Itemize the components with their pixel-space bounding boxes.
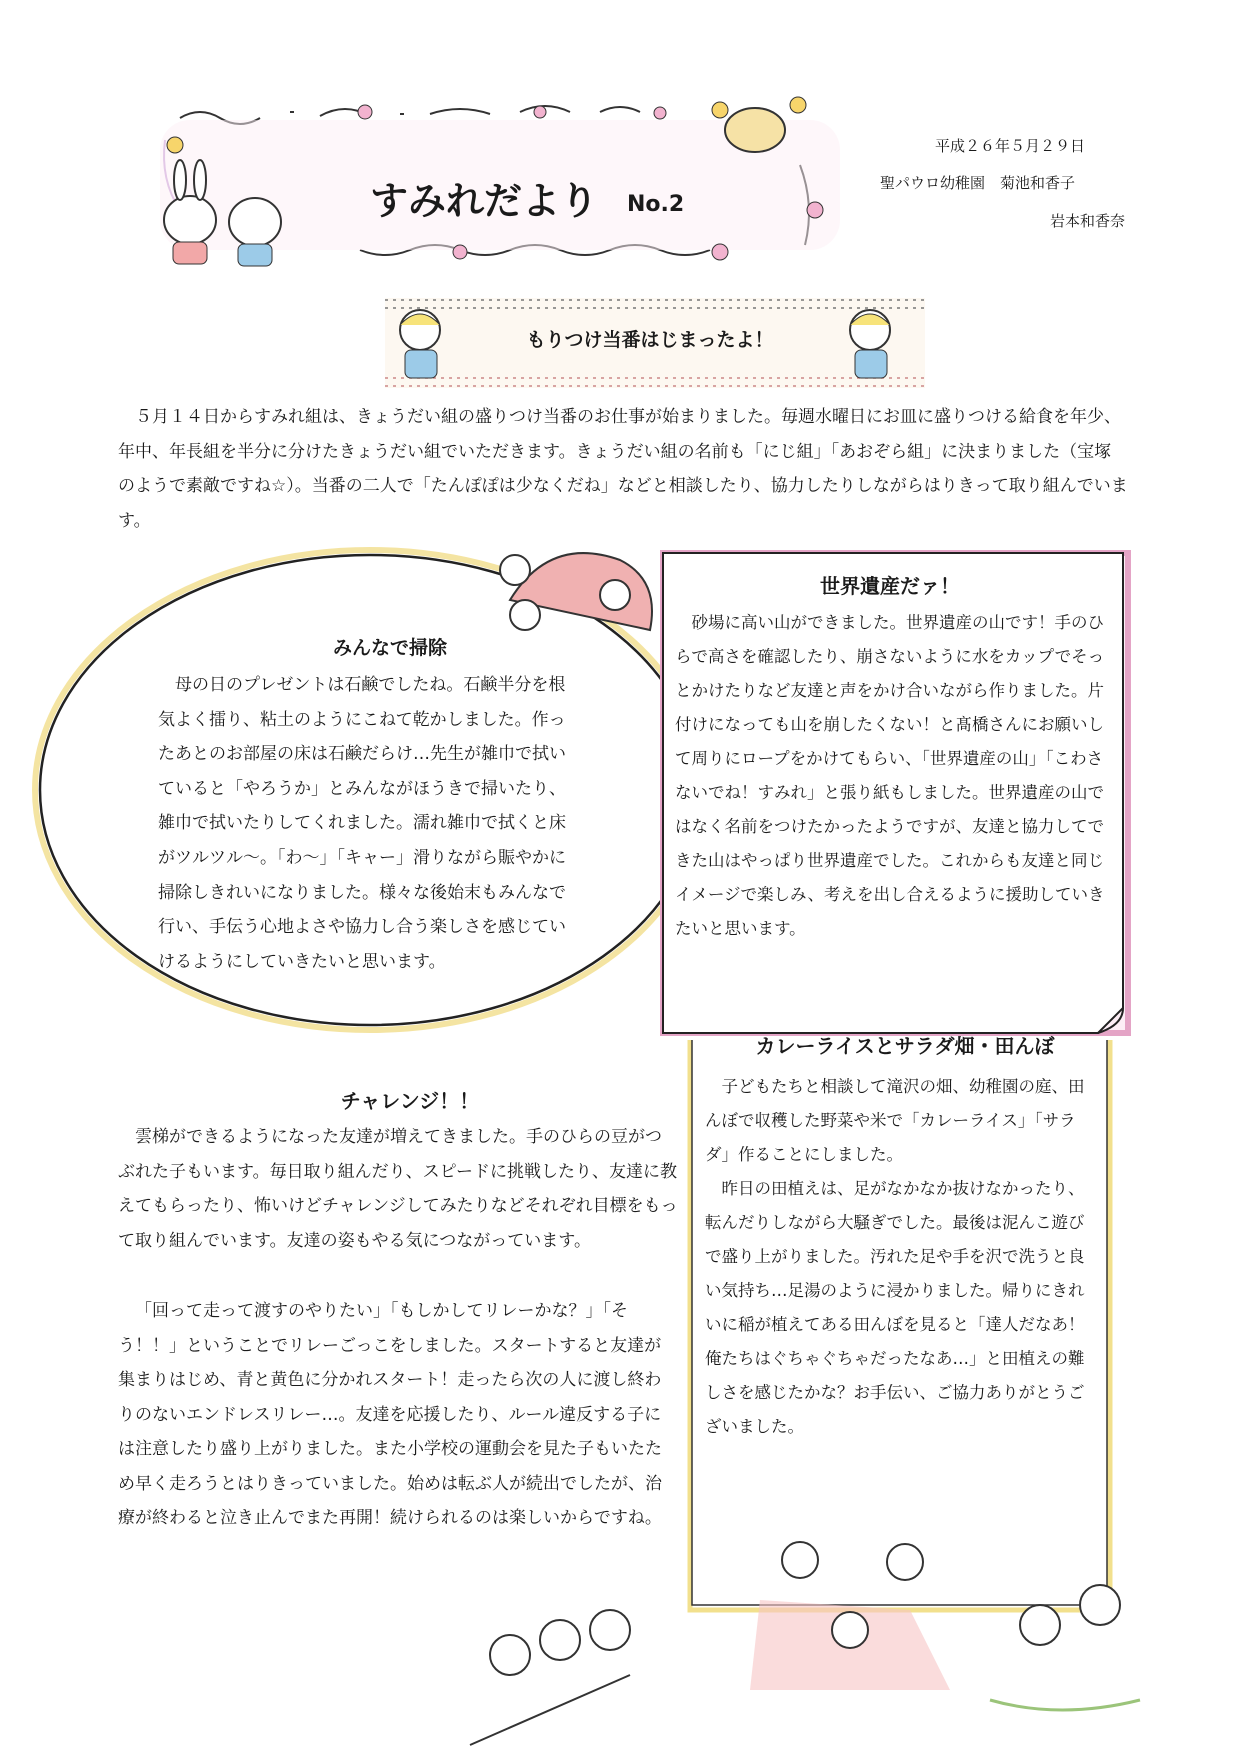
teacher-name: 岩本和香奈 [1050, 212, 1126, 230]
cleaning-line: がツルツル～。「わ～」「キャー」滑りながら賑やかに [158, 847, 566, 868]
cleaning-line: 気よく擂り、粘土のようにこねて乾かしました。作っ [158, 709, 566, 730]
cleaning-line: たあとのお部屋の床は石鹸だらけ…先生が雑巾で拭い [158, 744, 566, 765]
cleaning-line: けるようにしていきたいと思います。 [158, 951, 446, 972]
issue-date: 平成２６年５月２９日 [935, 137, 1086, 155]
heritage-title: 世界遺産だァ！ [820, 574, 960, 598]
cat-icon [229, 198, 281, 266]
farming-children-icon [990, 1585, 1140, 1710]
cleaning-title: みんなで掃除 [332, 637, 447, 659]
rice-planting-illustration [750, 1542, 950, 1690]
challenge-title: チャレンジ！！ [340, 1089, 480, 1113]
newsletter-title: すみれだより [370, 179, 599, 223]
school-teacher: 聖パウロ幼稚園 菊池和香子 [880, 174, 1076, 192]
cleaning-line: 雑巾で拭いたりしてくれました。濡れ雑巾で拭くと床 [158, 813, 566, 834]
challenge-paragraph-1: 雲梯ができるようになった友達が増えてきました。手のひらの豆がつぶれた子もいます。毎日取り組んだり、スピードに挑戦したり、友達に教えてもらったり、怖いけどチャレンジしてみたりなどそれぞれ目標をもって取り組んでいます。友達の姿もやる気につながっています。 [118, 1127, 678, 1251]
heritage-paragraph: 砂場に高い山ができました。世界遺産の山です！手のひらで高さを確認したり、崩さないように水をカップでそっとかけたりなど友達と声をかけ合いながら作りました。片付けになっても山を崩したくない！と髙橋さんにお願いして周りにロープをかけてもらい、「世界遺産の山」「こわさないでね！すみれ」と張り紙もしました。世界遺産の山ではなく名前をつけたかったようですが、友達と協力してできた山はやっぱり世界遺産でした。これからも友達と同じイメージで楽しみ、考えを出し合えるように援助していきたいと思います。 [675, 613, 1105, 938]
intro-paragraph: ５月１４日からすみれ組は、きょうだい組の盛りつけ当番のお仕事が始まりました。毎週水曜日にお皿に盛りつける給食を年少、年中、年長組を半分に分けたきょうだい組でいただきます。きょうだい組の名前も「にじ組」「あおぞら組」に決まりました（宝塚のようで素敵ですね☆）。当番の二人で「たんぽぽは少なくだね」などと相談したり、協力したりしながらはりきって取り組んでいます。 [118, 407, 1128, 531]
challenge-paragraph-2: 「回って走って渡すのやりたい」「もしかしてリレーかな？」「そう！！」ということでリレーごっこをしました。スタートすると友達が集まりはじめ、青と黄色に分かれスタート！走ったら次の人に渡し終わりのないエンドレスリレー…。友達を応援したり、ルール違反する子には注意したり盛り上がりました。また小学校の運動会を見た子もいたため早く走ろうとはりきっていました。始めは転ぶ人が続出でしたが、治療が終わると泣き止んでまた再開！続けられるのは楽しいからですね。 [118, 1301, 662, 1528]
curry-paragraph-2: 昨日の田植えは、足がなかなか抜けなかったり、転んだりしながら大騒ぎでした。最後は泥んこ遊びで盛り上がりました。汚れた足や手を沢で洗うと良い気持ち…足湯のように浸かりました。帰りにきれいに稲が植えてある田んぼを見ると「達人だなあ！俺たちはぐちゃぐちゃだったなあ…」と田植えの難しさを感じたかな？お手伝い、ご協力ありがとうございました。 [705, 1179, 1085, 1436]
running-children-icon [470, 1610, 630, 1745]
cleaning-line: 掃除しきれいになりました。様々な後始末もみんなで [158, 882, 566, 903]
cleaning-line: ていると「やろうか」とみんながほうきで掃いたり、 [158, 778, 566, 799]
curry-title: カレーライスとサラダ畑・田んぼ [755, 1034, 1055, 1058]
sandhill-illustration [500, 553, 652, 630]
cleaning-body [140, 668, 660, 979]
cleaning-line: 母の日のプレゼントは石鹸でしたね。石鹸半分を根 [175, 675, 566, 695]
cleaning-line: 行い、手伝う心地よさや協力し合う楽しさを感じてい [158, 917, 566, 938]
issue-number: No.2 [627, 192, 685, 217]
curry-paragraph-1: 子どもたちと相談して滝沢の畑、幼稚園の庭、田んぼで収穫した野菜や米で「カレーライス」「サラダ」作ることにしました。 [705, 1077, 1085, 1164]
banner-title: もりつけ当番はじまったよ！ [526, 329, 774, 351]
